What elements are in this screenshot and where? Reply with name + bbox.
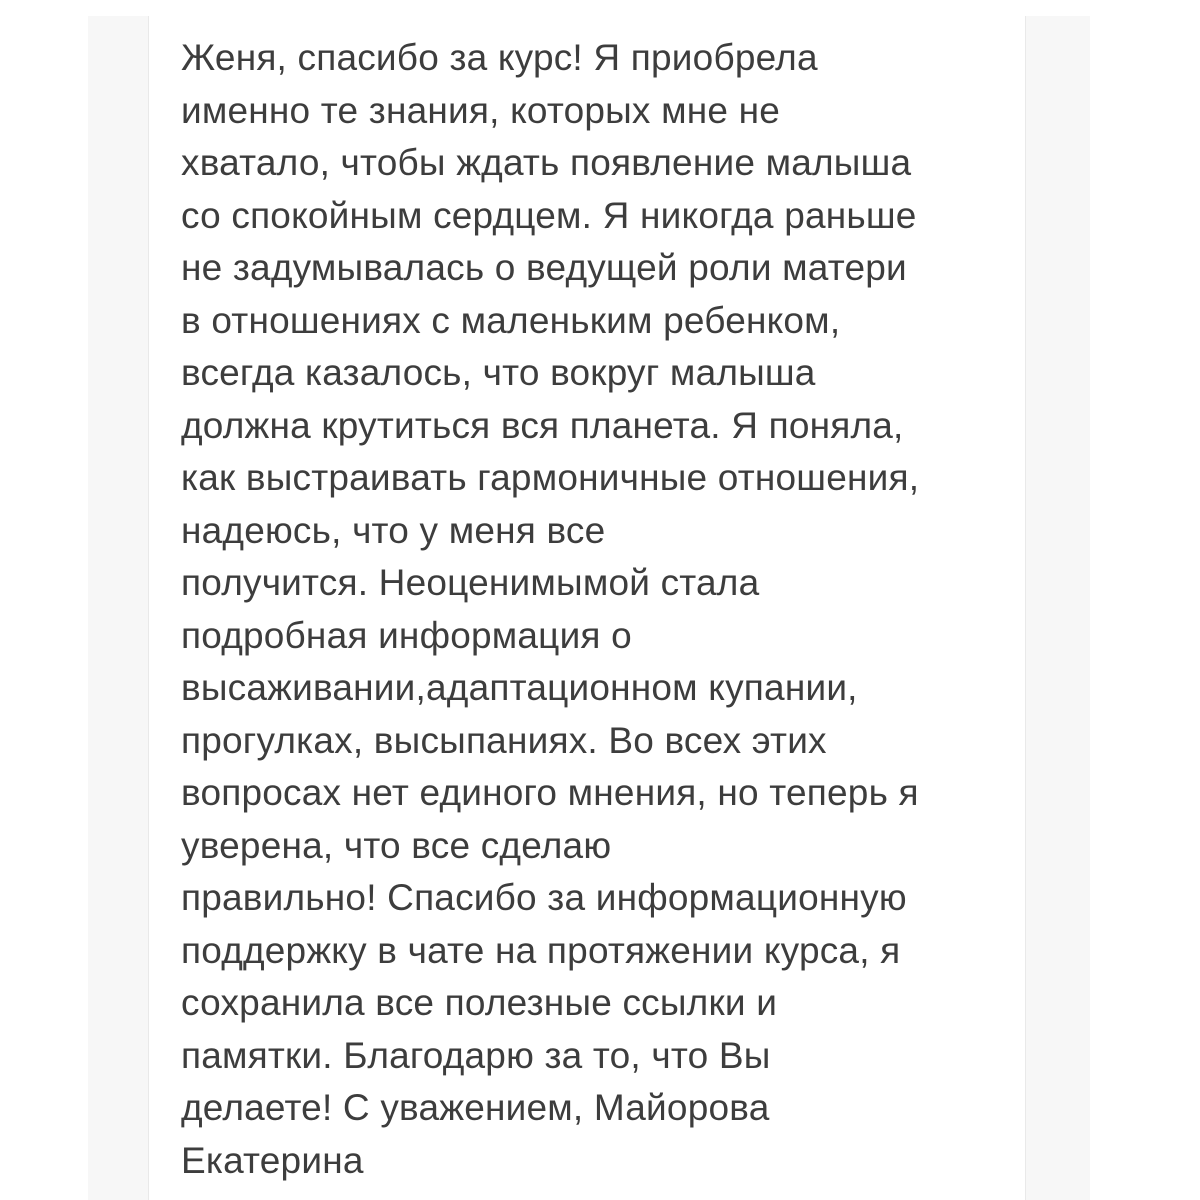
message-line: хватало, чтобы ждать появление малыша bbox=[181, 142, 912, 183]
message-line: высаживании,адаптационном купании, bbox=[181, 667, 858, 708]
message-line: уверена, что все сделаю bbox=[181, 824, 612, 866]
right-gutter bbox=[1026, 16, 1090, 1200]
message-line: именно те знания, которых мне не bbox=[181, 89, 781, 131]
message-line: сохранила все полезные ссылки и bbox=[181, 982, 778, 1023]
message-line: делаете! С уважением, Майорова bbox=[181, 1087, 770, 1128]
message-line: прогулках, высыпаниях. Во всех этих bbox=[181, 719, 827, 761]
message-line: памятки. Благодарю за то, что Вы bbox=[181, 1034, 771, 1076]
message-line: подробная информация о bbox=[181, 614, 632, 656]
message-line: всегда казалось, что вокруг малыша bbox=[181, 352, 816, 393]
message-line: Женя, спасибо за курс! Я приобрела bbox=[181, 37, 818, 78]
right-divider bbox=[1025, 16, 1026, 1200]
message-line: в отношениях с маленьким ребенком, bbox=[181, 299, 841, 341]
message-line: со спокойным сердцем. Я никогда раньше bbox=[181, 194, 917, 236]
message-line: не задумывалась о ведущей роли матери bbox=[181, 247, 907, 288]
message-line: вопросах нет единого мнения, но теперь я bbox=[181, 772, 919, 813]
left-gutter bbox=[88, 16, 148, 1200]
message-line: как выстраивать гармоничные отношения, bbox=[181, 457, 920, 498]
message-line: надеюсь, что у меня все bbox=[181, 509, 606, 551]
message-line: Екатерина bbox=[181, 1139, 364, 1181]
message-line: правильно! Спасибо за информационную bbox=[181, 877, 907, 918]
message-line: получится. Неоценимымой стала bbox=[181, 562, 760, 603]
message-line: должна крутиться вся планета. Я поняла, bbox=[181, 404, 904, 446]
message-line: поддержку в чате на протяжении курса, я bbox=[181, 929, 901, 971]
review-message bbox=[181, 32, 1011, 1187]
